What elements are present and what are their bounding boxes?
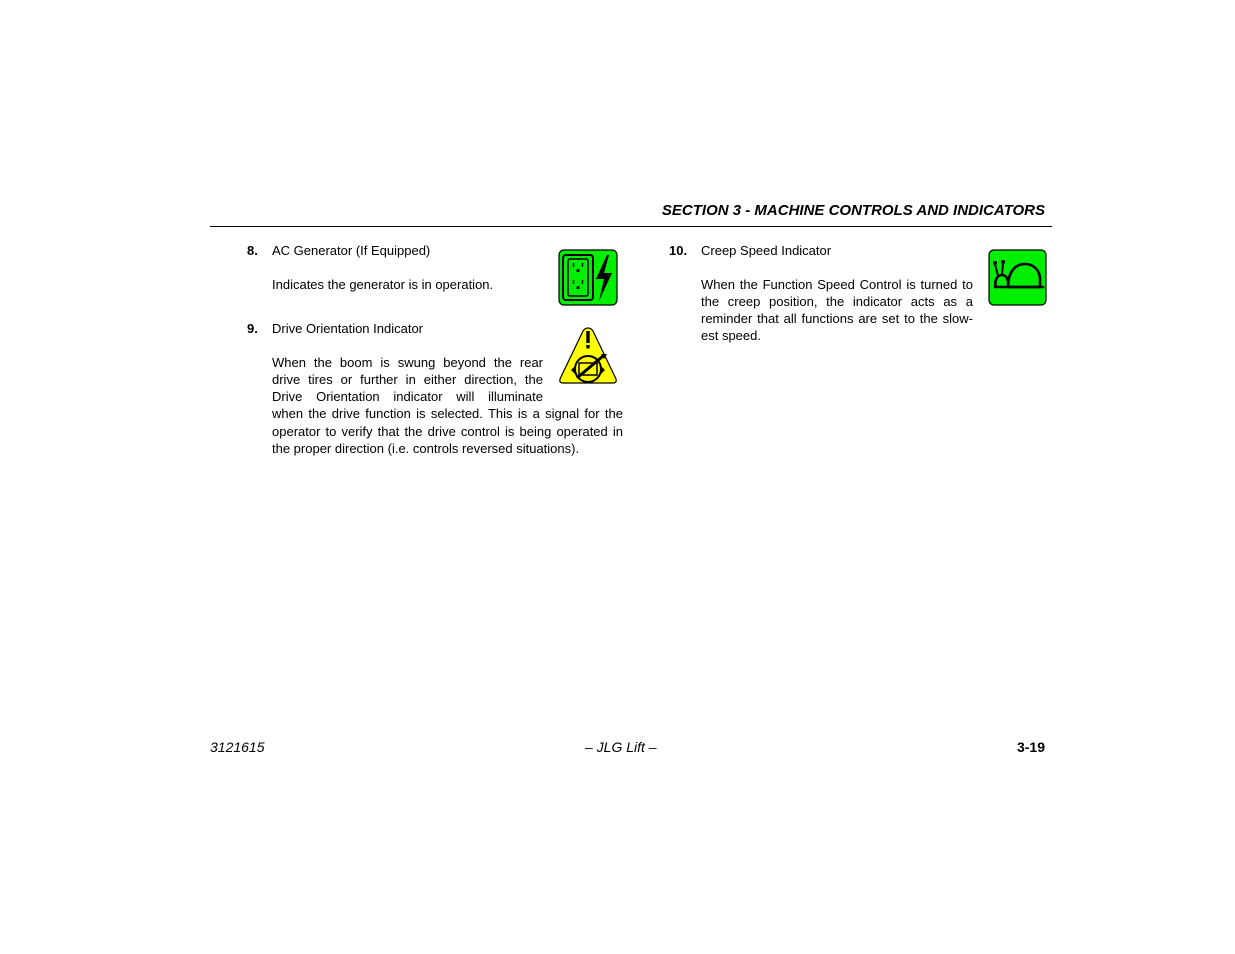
footer-doc-number: 3121615 <box>210 739 265 755</box>
footer-center: – JLG Lift – <box>585 739 657 755</box>
item-9-number: 9. <box>247 321 258 336</box>
ac-generator-icon <box>558 249 618 311</box>
item-10-title: Creep Speed Indicator <box>701 243 832 258</box>
drive-orientation-icon <box>557 326 619 391</box>
item-10-text-line-1: When the Function Speed Control is turned to <box>701 277 973 292</box>
item-9-text-line-2: drive tires or further in either direction, the <box>272 372 543 387</box>
item-8-title: AC Generator (If Equipped) <box>272 243 431 258</box>
header-divider <box>210 226 1052 227</box>
item-9-text-line-4: when the drive function is selected. This is a signal for the <box>272 406 623 421</box>
item-10-number: 10. <box>669 243 688 258</box>
item-10-text-line-3: reminder that all functions are set to the slow- <box>701 311 973 326</box>
item-10-text-line-2: the creep position, the indicator acts as a <box>701 294 973 309</box>
item-9-text-line-6: the proper direction (i.e. controls reversed situations). <box>272 441 580 456</box>
item-9-title: Drive Orientation Indicator <box>272 321 424 336</box>
section-title: SECTION 3 - MACHINE CONTROLS AND INDICATORS <box>661 202 1045 219</box>
item-8-text: Indicates the generator is in operation. <box>272 277 494 292</box>
item-10-text-line-4: est speed. <box>701 328 761 343</box>
item-9-text-line-1: When the boom is swung beyond the rear <box>272 355 543 370</box>
item-8-number: 8. <box>247 243 258 258</box>
snail-icon <box>988 249 1047 311</box>
item-9-text-line-5: operator to verify that the drive control is being operated in <box>272 424 623 439</box>
item-9-text-line-3: Drive Orientation indicator will illuminate <box>272 389 543 404</box>
footer-page-number: 3-19 <box>1016 739 1045 755</box>
